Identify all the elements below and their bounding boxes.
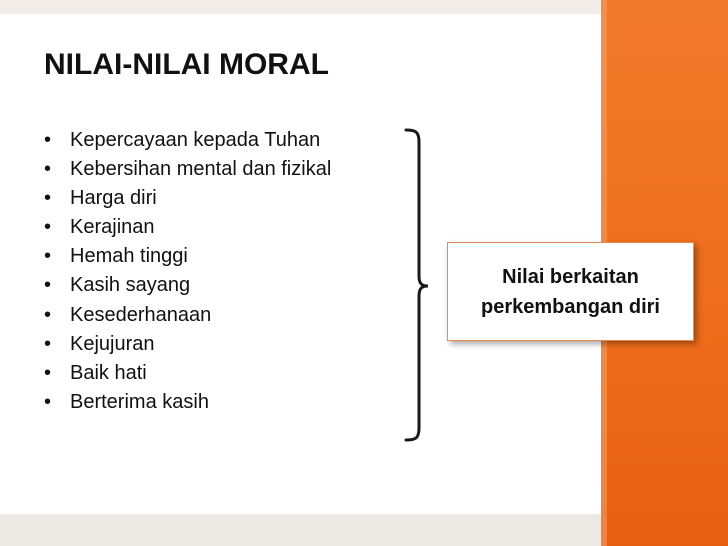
- list-item-text: Harga diri: [70, 187, 157, 210]
- list-item: [44, 126, 331, 155]
- bullet-dot: •: [44, 390, 52, 413]
- bullet-list: [44, 126, 331, 417]
- list-item-text: Kesederhanaan: [70, 303, 212, 326]
- list-item: [44, 359, 331, 388]
- list-item: [44, 213, 331, 242]
- bullet-dot: •: [44, 361, 52, 384]
- callout-line-1: Nilai berkaitan: [502, 265, 639, 288]
- list-item: [44, 184, 331, 213]
- bullet-dot: •: [44, 274, 52, 297]
- bullet-dot: •: [44, 129, 52, 151]
- right-curly-brace-icon: [402, 126, 450, 444]
- bullet-dot: •: [44, 187, 52, 210]
- list-item-text: Kasih sayang: [70, 274, 191, 297]
- top-divider: [0, 0, 601, 14]
- bullet-dot: •: [44, 303, 52, 326]
- bullet-dot: •: [44, 158, 52, 181]
- list-item-text: Kerajinan: [70, 216, 155, 239]
- bullet-dot: •: [44, 216, 52, 239]
- list-item-text: Kejujuran: [70, 332, 155, 355]
- list-item-text: Kepercayaan kepada Tuhan: [70, 129, 321, 151]
- list-item: [44, 330, 331, 359]
- list-item-text: Baik hati: [70, 361, 147, 384]
- list-item-text: Berterima kasih: [70, 390, 209, 413]
- list-item: [44, 271, 331, 300]
- list-item-text: Hemah tinggi: [70, 245, 188, 268]
- bullet-dot: •: [44, 332, 52, 355]
- list-item-text: Kebersihan mental dan fizikal: [70, 158, 332, 181]
- list-item: [44, 242, 331, 271]
- list-item: [44, 388, 331, 417]
- list-item: [44, 155, 331, 184]
- list-item: [44, 301, 331, 330]
- callout-line-2: perkembangan diri: [481, 295, 660, 318]
- callout-box: [447, 242, 694, 341]
- footer-band: [0, 514, 601, 546]
- bullet-dot: •: [44, 245, 52, 268]
- slide-title: NILAI-NILAI MORAL: [44, 48, 329, 81]
